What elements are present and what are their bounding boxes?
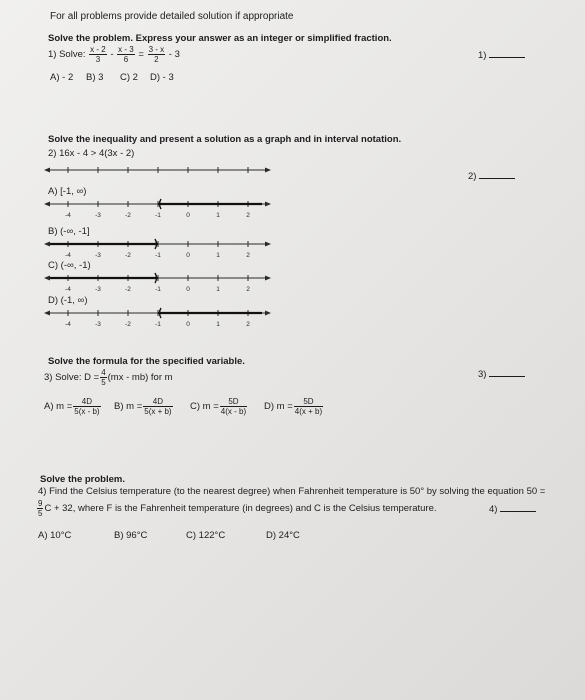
- choice-3c-den: 4(x - b): [220, 407, 247, 416]
- answer-blank-4[interactable]: [489, 503, 536, 515]
- tick-label: 0: [186, 321, 190, 328]
- tick-label: -2: [125, 286, 131, 293]
- choice-3a-fraction: [73, 397, 100, 416]
- choice-2c: C) (-∞, -1): [48, 260, 91, 271]
- question-1-label: 1) Solve:: [48, 49, 86, 61]
- choice-3b-label: B) m =: [114, 401, 143, 413]
- fraction-2-num: x - 3: [118, 45, 134, 54]
- section4-heading: Solve the problem.: [40, 474, 125, 485]
- tick-label: 1: [216, 252, 220, 259]
- question-3-suffix: (mx - mb) for m: [107, 372, 173, 384]
- choice-3a-label: A) m =: [44, 401, 73, 413]
- choice-2d: D) (-1, ∞): [48, 295, 88, 306]
- choice-2a: A) [-1, ∞): [48, 186, 87, 197]
- tick-label: 0: [186, 212, 190, 219]
- choice-1a: A) - 2: [50, 72, 74, 83]
- axis-arrow-left: [44, 311, 50, 316]
- choice-3d-num: 5D: [294, 397, 323, 407]
- fraction-1: [89, 45, 107, 64]
- axis-arrow-right: [265, 242, 271, 247]
- tick-label: -4: [65, 286, 71, 293]
- op-equals: =: [138, 49, 144, 61]
- choice-2b: B) (-∞, -1]: [48, 226, 90, 237]
- axis-arrow-left: [44, 202, 50, 207]
- blank-number-line: [44, 164, 274, 180]
- tick-label: -2: [125, 252, 131, 259]
- answer-line-3[interactable]: [489, 368, 525, 377]
- answer-line-2[interactable]: [479, 170, 515, 179]
- question-3: [44, 368, 173, 388]
- answer-line-4[interactable]: [500, 503, 536, 512]
- tick-label: 0: [186, 286, 190, 293]
- question-4-fraction-num: 9: [38, 499, 43, 508]
- question-4-line1: 4) Find the Celsius temperature (to the nearest degree) when Fahrenheit temperature is 50° by solving the equation 50 =: [38, 486, 546, 497]
- tick-label: 1: [216, 212, 220, 219]
- choice-3c: [190, 397, 248, 417]
- choice-4c: C) 122°C: [186, 530, 226, 541]
- tick-label: 2: [246, 252, 250, 259]
- choice-3d: [264, 397, 324, 417]
- question-4-fraction-den: 5: [38, 509, 43, 518]
- tick-label: -1: [155, 212, 161, 219]
- answer-label-1: 1): [478, 50, 487, 61]
- choice-4d: D) 24°C: [266, 530, 300, 541]
- answer-blank-2[interactable]: [468, 170, 515, 182]
- choice-3c-label: C) m =: [190, 401, 219, 413]
- choice-4a: A) 10°C: [38, 530, 72, 541]
- tick-label: 2: [246, 286, 250, 293]
- tick-label: -4: [65, 212, 71, 219]
- number-line-c: [44, 272, 274, 296]
- choice-1b: B) 3: [86, 72, 104, 83]
- question-1-tail: - 3: [168, 49, 180, 61]
- choice-3c-num: 5D: [220, 397, 247, 407]
- choice-1d: D) - 3: [150, 72, 174, 83]
- choice-3b-den: 5(x + b): [144, 407, 172, 416]
- question-4-line2-text: C + 32, where F is the Fahrenheit temperature (in degrees) and C is the Celsius temperature.: [44, 503, 437, 515]
- answer-label-3: 3): [478, 369, 487, 380]
- choice-3d-fraction: [294, 397, 323, 416]
- choice-3a-den: 5(x - b): [74, 407, 100, 416]
- tick-label: -3: [95, 212, 101, 219]
- answer-blank-3[interactable]: [478, 368, 525, 380]
- choice-3d-den: 4(x + b): [294, 407, 323, 416]
- question-1: [48, 45, 180, 65]
- question-4-fraction: [37, 499, 43, 518]
- axis-arrow-left: [44, 276, 50, 281]
- fraction-2-den: 6: [123, 55, 129, 64]
- op-minus: -: [110, 49, 114, 61]
- tick-label: 0: [186, 252, 190, 259]
- answer-line-1[interactable]: [489, 49, 525, 58]
- choice-3d-label: D) m =: [264, 401, 293, 413]
- axis-arrow-left: [44, 242, 50, 247]
- choice-3b-num: 4D: [143, 397, 172, 407]
- question-3-prefix: 3) Solve: D =: [44, 372, 100, 384]
- fraction-1-den: 3: [95, 55, 101, 64]
- question-3-fraction-num: 4: [101, 368, 106, 377]
- section2-heading: Solve the inequality and present a solution as a graph and in interval notation.: [48, 134, 402, 145]
- choice-3b-fraction: [143, 397, 172, 416]
- number-line-d: [44, 307, 274, 331]
- tick-label: -2: [125, 321, 131, 328]
- choice-3b: [114, 397, 174, 417]
- number-line-b: [44, 238, 274, 262]
- choice-3a-num: 4D: [73, 397, 100, 407]
- tick-label: 2: [246, 212, 250, 219]
- fraction-3-den: 2: [154, 55, 159, 64]
- tick-label: -3: [95, 252, 101, 259]
- tick-label: 2: [246, 321, 250, 328]
- answer-label-4: 4): [489, 504, 498, 515]
- question-3-fraction-den: 5: [101, 378, 106, 387]
- answer-blank-1[interactable]: [478, 49, 525, 61]
- tick-label: -2: [125, 212, 131, 219]
- choice-3a: [44, 397, 102, 417]
- choice-4b: B) 96°C: [114, 530, 148, 541]
- tick-label: -1: [155, 321, 161, 328]
- question-3-fraction: [100, 368, 106, 387]
- tick-label: -1: [155, 252, 161, 259]
- answer-label-2: 2): [468, 171, 477, 182]
- axis-arrow-right: [265, 311, 271, 316]
- fraction-3-num: 3 - x: [148, 45, 165, 54]
- axis-arrow-right: [265, 276, 271, 281]
- section1-heading: Solve the problem. Express your answer as an integer or simplified fraction.: [48, 33, 392, 44]
- question-2: 2) 16x - 4 > 4(3x - 2): [48, 148, 135, 159]
- tick-label: -1: [155, 286, 161, 293]
- choice-3c-fraction: [220, 397, 247, 416]
- tick-label: -4: [65, 321, 71, 328]
- fraction-1-num: x - 2: [90, 45, 106, 54]
- number-line-a: [44, 198, 274, 222]
- question-4-line2: [36, 499, 437, 519]
- tick-label: 1: [216, 321, 220, 328]
- axis-arrow-right: [265, 202, 271, 207]
- tick-label: 1: [216, 286, 220, 293]
- page-header: For all problems provide detailed solution if appropriate: [50, 11, 294, 22]
- choice-1c: C) 2: [120, 72, 138, 83]
- section3-heading: Solve the formula for the specified variable.: [48, 356, 245, 367]
- fraction-2: [117, 45, 135, 64]
- tick-label: -3: [95, 321, 101, 328]
- fraction-3: [148, 45, 166, 64]
- tick-label: -3: [95, 286, 101, 293]
- tick-label: -4: [65, 252, 71, 259]
